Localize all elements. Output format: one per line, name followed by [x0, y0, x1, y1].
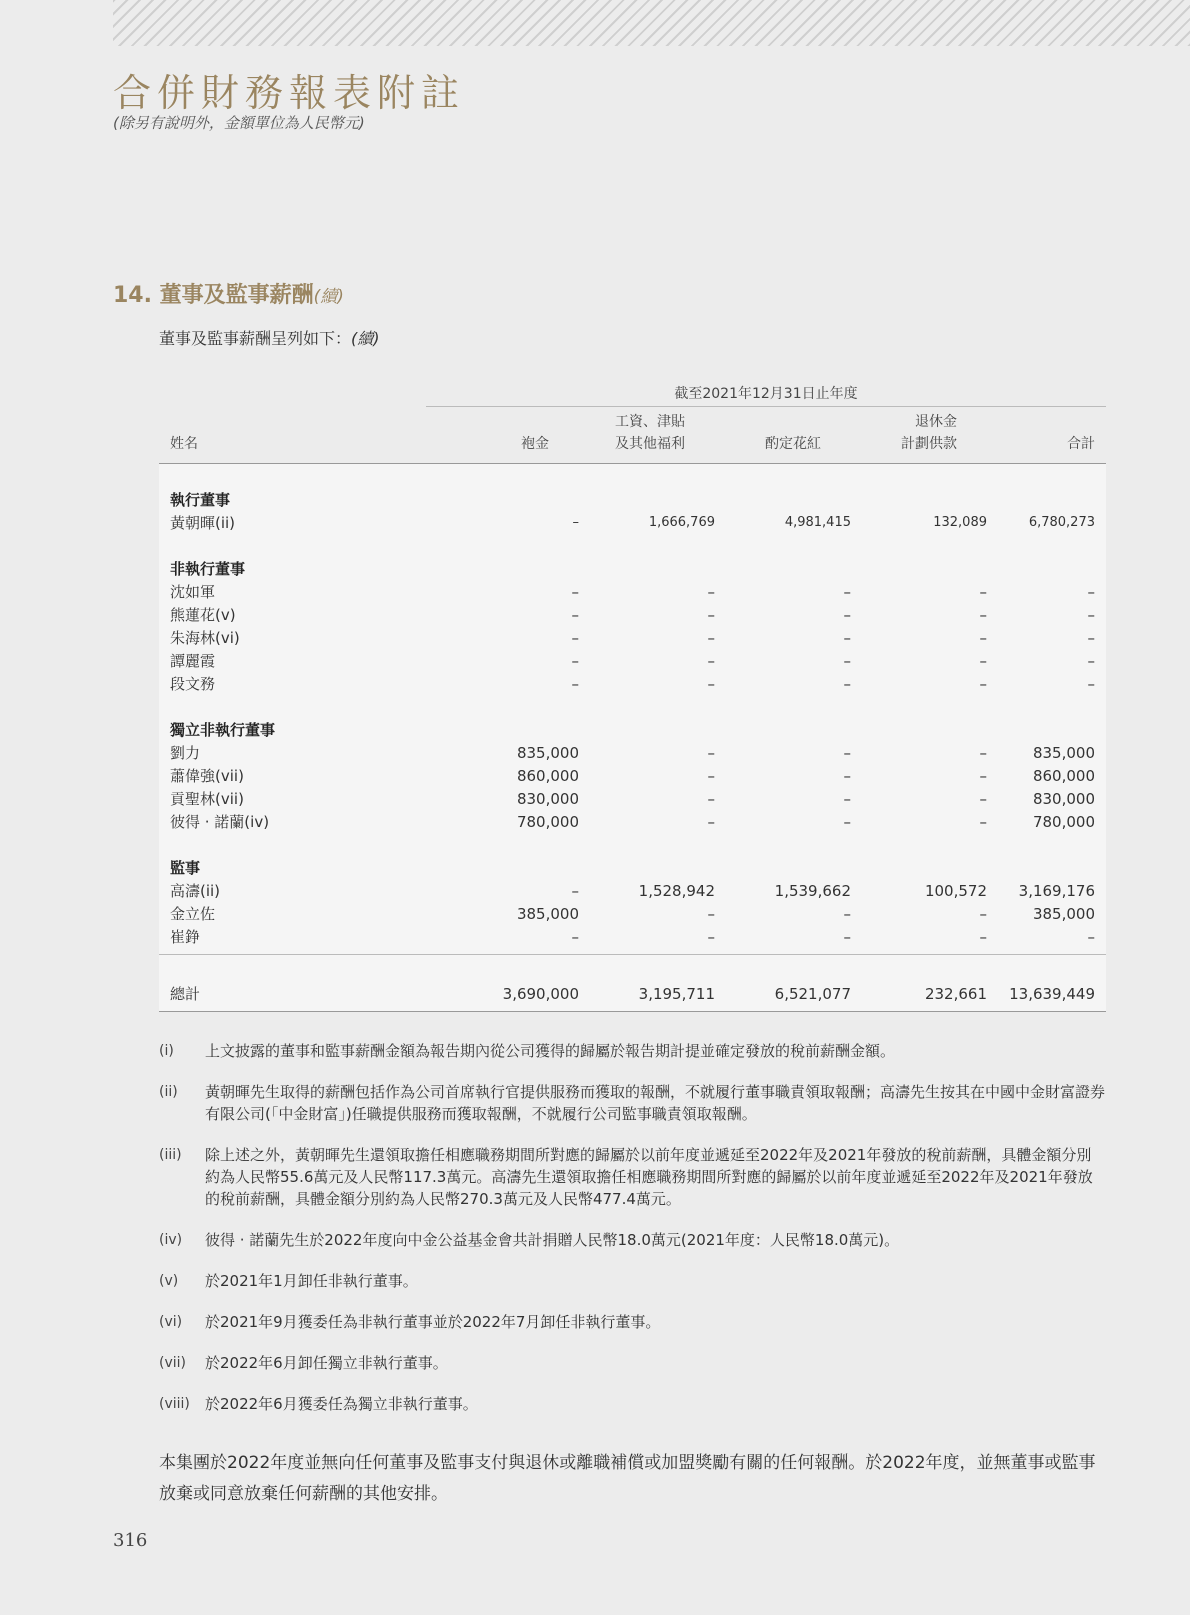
- cell-fee: –: [571, 651, 579, 670]
- cell-bonus: –: [843, 766, 851, 785]
- table-row: [159, 580, 1106, 603]
- col-header-salary: [565, 411, 685, 455]
- table-row: [159, 787, 1106, 810]
- total-salary: 3,195,711: [638, 984, 715, 1003]
- cell-pension: –: [979, 927, 987, 946]
- cell-total: –: [1087, 628, 1095, 647]
- group-heading: [159, 856, 1106, 879]
- cell-pension: –: [979, 674, 987, 693]
- col-header-name: 姓名: [170, 436, 198, 452]
- cell-bonus: –: [843, 628, 851, 647]
- cell-pension: –: [979, 743, 987, 762]
- cell-pension: 132,089: [933, 515, 987, 530]
- cell-salary: –: [707, 628, 715, 647]
- page-number: 316: [113, 1530, 148, 1551]
- cell-fee: 780,000: [516, 812, 579, 831]
- page-title: 合併財務報表附註: [113, 71, 466, 115]
- table-row: [159, 741, 1106, 764]
- row-name: 沈如軍: [170, 583, 216, 601]
- group-heading: [159, 488, 1106, 511]
- total-row: [159, 982, 1106, 1005]
- row-name: 譚麗霞: [170, 652, 216, 670]
- footnote-text: 於2021年1月卸任非執行董事。: [205, 1272, 418, 1290]
- row-name: 段文務: [170, 675, 216, 693]
- footnote-mark: (iv): [159, 1232, 183, 1248]
- cell-bonus: –: [843, 927, 851, 946]
- total-pension: 232,661: [924, 984, 987, 1003]
- row-name: 劉力: [170, 744, 201, 762]
- cell-fee: –: [571, 881, 579, 900]
- cell-total: 780,000: [1032, 812, 1095, 831]
- table-row: [159, 626, 1106, 649]
- row-name: 熊蓮花(v): [170, 606, 236, 624]
- cell-total: 860,000: [1032, 766, 1095, 785]
- footnote: [159, 1144, 1106, 1210]
- header-hatch-band: [113, 0, 1190, 46]
- col-header-fee: 袍金: [521, 436, 549, 452]
- row-name: 貢聖林(vii): [170, 790, 244, 808]
- cell-salary: –: [707, 651, 715, 670]
- footnote-mark: (vii): [159, 1355, 186, 1371]
- cell-total: 385,000: [1032, 904, 1095, 923]
- footnote-mark: (i): [159, 1043, 174, 1059]
- footnote-mark: (viii): [159, 1396, 190, 1412]
- intro-continued-mark: (續): [351, 329, 380, 348]
- col-header-total: 合計: [1067, 436, 1095, 452]
- table-row: [159, 810, 1106, 833]
- cell-salary: –: [707, 927, 715, 946]
- intro-text: 董事及監事薪酬呈列如下：: [159, 329, 352, 348]
- section-intro: [159, 326, 380, 349]
- cell-total: 3,169,176: [1018, 881, 1095, 900]
- footnote: [159, 1081, 1106, 1125]
- row-name: 崔錚: [170, 928, 201, 946]
- cell-pension: –: [979, 628, 987, 647]
- cell-bonus: –: [843, 743, 851, 762]
- period-divider: [426, 406, 1106, 407]
- cell-total: –: [1087, 674, 1095, 693]
- footnote-text: 黃朝暉先生取得的薪酬包括作為公司首席執行官提供服務而獲取的報酬，不就履行董事職責領取報酬；高濤先生按其在中國中金財富證券有限公司(「中金財富」)任職提供服務而獲取報酬，不就履行公司監事職責領取報酬。: [205, 1083, 1106, 1123]
- row-name: 彼得 · 諾蘭(iv): [170, 813, 270, 831]
- cell-fee: –: [572, 515, 579, 530]
- cell-pension: –: [979, 605, 987, 624]
- section-continued-mark: (續): [313, 287, 344, 307]
- footnote: [159, 1352, 1106, 1374]
- footnote: [159, 1229, 1106, 1251]
- group-title: 獨立非執行董事: [170, 721, 276, 739]
- col-header-salary-line1: 工資、津貼: [615, 414, 685, 430]
- row-name: 高濤(ii): [170, 882, 221, 900]
- footnote: [159, 1040, 1106, 1062]
- cell-salary: –: [707, 812, 715, 831]
- cell-total: 835,000: [1032, 743, 1095, 762]
- cell-bonus: –: [843, 582, 851, 601]
- page-subtitle: (除另有說明外，金額單位為人民幣元): [113, 114, 365, 132]
- table-row: [159, 879, 1106, 902]
- total-fee: 3,690,000: [502, 984, 579, 1003]
- cell-salary: –: [707, 674, 715, 693]
- group-title: 監事: [170, 859, 201, 877]
- cell-bonus: –: [843, 789, 851, 808]
- cell-fee: 860,000: [516, 766, 579, 785]
- row-name: 朱海林(vi): [170, 629, 240, 647]
- group-title: 執行董事: [170, 491, 231, 509]
- cell-bonus: –: [843, 904, 851, 923]
- col-header-pension-line2: 計劃供款: [901, 436, 957, 452]
- cell-bonus: –: [843, 812, 851, 831]
- table-row: [159, 672, 1106, 695]
- cell-fee: 385,000: [516, 904, 579, 923]
- row-spacer: [159, 695, 1106, 718]
- cell-total: –: [1087, 582, 1095, 601]
- table-row: [159, 902, 1106, 925]
- section-title: [113, 278, 344, 309]
- footnote-text: 上文披露的董事和監事薪酬金額為報告期內從公司獲得的歸屬於報告期計提並確定發放的稅前薪酬金額。: [205, 1042, 896, 1060]
- group-heading: [159, 718, 1106, 741]
- table-row-total: [159, 982, 1106, 1005]
- cell-pension: –: [979, 812, 987, 831]
- row-name: 黃朝暉(ii): [170, 514, 236, 532]
- footnote-mark: (ii): [159, 1084, 178, 1100]
- group-title: 非執行董事: [170, 560, 246, 578]
- table-period-header: 截至2021年12月31日止年度: [674, 386, 858, 402]
- table-row: [159, 649, 1106, 672]
- cell-total: 6,780,273: [1028, 515, 1095, 530]
- table-row: [159, 511, 1106, 534]
- section-title-text: 14. 董事及監事薪酬: [113, 283, 314, 308]
- remuneration-table: [159, 488, 1106, 948]
- footnote-mark: (iii): [159, 1147, 182, 1163]
- cell-pension: –: [979, 651, 987, 670]
- cell-fee: –: [571, 582, 579, 601]
- cell-salary: –: [707, 605, 715, 624]
- cell-salary: –: [707, 766, 715, 785]
- cell-total: 830,000: [1032, 789, 1095, 808]
- cell-pension: 100,572: [924, 881, 987, 900]
- table-row: [159, 603, 1106, 626]
- cell-salary: 1,666,769: [648, 515, 715, 530]
- cell-salary: –: [707, 789, 715, 808]
- table-row: [159, 764, 1106, 787]
- col-header-pension-line1: 退休金: [915, 414, 957, 430]
- cell-pension: –: [979, 582, 987, 601]
- cell-fee: –: [571, 628, 579, 647]
- col-header-salary-line2: 及其他福利: [615, 436, 685, 452]
- cell-salary: –: [707, 743, 715, 762]
- footnote-text: 除上述之外，黃朝暉先生還領取擔任相應職務期間所對應的歸屬於以前年度並遞延至2022年及2021年發放的稅前薪酬，具體金額分別約為人民幣55.6萬元及人民幣117.3萬元。高濤先生還領取擔任相應職務期間所對應的歸屬於以前年度並遞延至2022年及2021年發放的稅前薪酬，具體金額分別約為人民幣270.3萬元及人民幣477.4萬元。: [205, 1146, 1093, 1208]
- footnote-text: 於2021年9月獲委任為非執行董事並於2022年7月卸任非執行董事。: [205, 1313, 661, 1331]
- cell-pension: –: [979, 766, 987, 785]
- total-bonus: 6,521,077: [774, 984, 851, 1003]
- footnote-mark: (v): [159, 1273, 179, 1289]
- cell-salary: 1,528,942: [638, 881, 715, 900]
- row-spacer: [159, 833, 1106, 856]
- cell-fee: –: [571, 674, 579, 693]
- total-divider-bottom: [159, 1011, 1106, 1012]
- cell-total: –: [1087, 605, 1095, 624]
- cell-fee: –: [571, 927, 579, 946]
- footnotes: [159, 1040, 1106, 1434]
- col-header-pension: [837, 411, 957, 455]
- footnote-text: 彼得 · 諾蘭先生於2022年度向中金公益基金會共計捐贈人民幣18.0萬元(2021年度：人民幣18.0萬元)。: [205, 1231, 900, 1249]
- table-row: [159, 925, 1106, 948]
- total-total: 13,639,449: [1009, 984, 1095, 1003]
- cell-bonus: 1,539,662: [774, 881, 851, 900]
- cell-pension: –: [979, 789, 987, 808]
- cell-total: –: [1087, 927, 1095, 946]
- cell-bonus: 4,981,415: [784, 515, 851, 530]
- row-name: 蕭偉強(vii): [170, 767, 244, 785]
- cell-bonus: –: [843, 605, 851, 624]
- total-label: 總計: [170, 985, 201, 1003]
- cell-bonus: –: [843, 674, 851, 693]
- footnote: [159, 1393, 1106, 1415]
- total-divider-top: [159, 954, 1106, 955]
- cell-total: –: [1087, 651, 1095, 670]
- cell-salary: –: [707, 904, 715, 923]
- footnote: [159, 1270, 1106, 1292]
- footnote: [159, 1311, 1106, 1333]
- cell-fee: –: [571, 605, 579, 624]
- cell-pension: –: [979, 904, 987, 923]
- cell-fee: 835,000: [516, 743, 579, 762]
- row-name: 金立佐: [170, 905, 216, 923]
- col-header-bonus: 酌定花紅: [765, 436, 821, 452]
- group-heading: [159, 557, 1106, 580]
- cell-salary: –: [707, 582, 715, 601]
- row-spacer: [159, 534, 1106, 557]
- footnote-text: 於2022年6月獲委任為獨立非執行董事。: [205, 1395, 478, 1413]
- closing-paragraph: 本集團於2022年度並無向任何董事及監事支付與退休或離職補償或加盟獎勵有關的任何報酬。於2022年度，並無董事或監事放棄或同意放棄任何薪酬的其他安排。: [159, 1453, 1096, 1504]
- cell-fee: 830,000: [516, 789, 579, 808]
- footnote-text: 於2022年6月卸任獨立非執行董事。: [205, 1354, 448, 1372]
- cell-bonus: –: [843, 651, 851, 670]
- footnote-mark: (vi): [159, 1314, 183, 1330]
